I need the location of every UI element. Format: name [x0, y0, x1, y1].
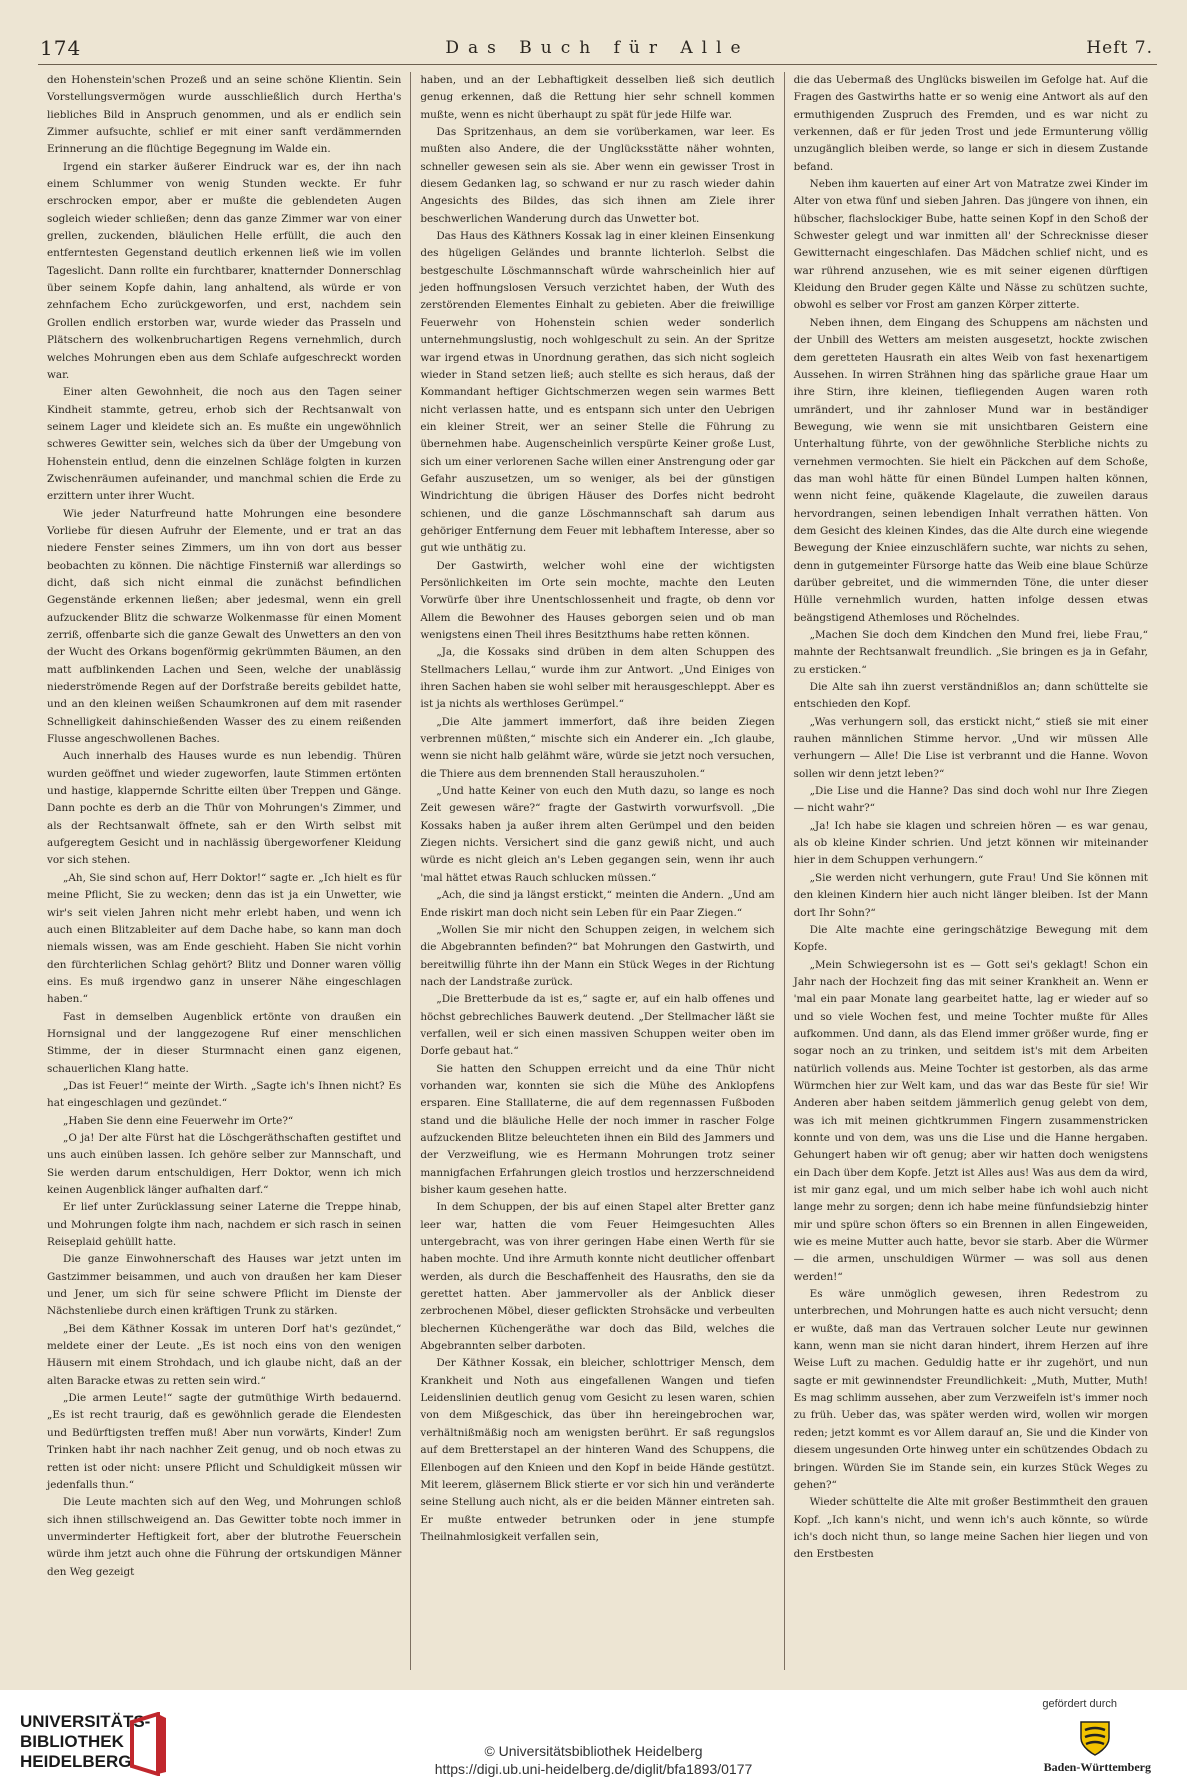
library-name: UNIVERSITÄTS- BIBLIOTHEK HEIDELBERG: [20, 1712, 151, 1771]
paragraph: Die ganze Einwohnerschaft des Hauses war jetzt unten im Gastzimmer beisammen, und auch von draußen her kam Dieser und Jener, um sich für seine schwere Pflicht im Dienste der Nächstenliebe durch einen kräftigen Trunk zu stärken.: [47, 1253, 402, 1318]
paragraph: „Ja, die Kossaks sind drüben in dem alten Schuppen des Stellmachers Lellau,“ wurde ihm zur Antwort. „Und Einiges von ihren Sachen haben sie wohl selber mit herausgeschleppt. Aber es ist ja nichts als werthloses Gerümpel.“: [420, 646, 775, 711]
paragraph: Sie hatten den Schuppen erreicht und da eine Thür nicht vorhanden war, konnten sie sich die Mühe des Anklopfens ersparen. Eine Stalllaterne, die auf dem regennassen Fußboden stand und die bläuliche Helle der noch immer in rascher Folge aufzuckenden Blitze beleuchteten ihnen ein Bild des Jammers und der Verzweiflung, wie es Hermann Mohrungen trotz seiner mannigfachen Erfahrungen gleich trostlos und herzzerschneidend bisher kaum gesehen hatte.: [420, 1062, 775, 1196]
paragraph: „Machen Sie doch dem Kindchen den Mund frei, liebe Frau,“ mahnte der Rechtsanwalt freundlich. „Sie bringen es ja in Gefahr, zu ersticken.“: [793, 629, 1148, 676]
paragraph: „Was verhungern soll, das erstickt nicht,“ stieß sie mit einer rauhen männlichen Stimme hervor. „Und wir müssen Alle verhungern — Alle! Die Lise ist verbrannt und die Hanne. Wovon sollen wir denn jetzt leben?“: [793, 715, 1148, 780]
paragraph: „Mein Schwiegersohn ist es — Gott sei's geklagt! Schon ein Jahr nach der Hochzeit fing das mit seiner Krankheit an. Wenn er 'mal ein paar Monate lang gearbeitet hatte, lag er wieder auf so und so viele Wochen fest, und meine Tochter mußte für Alles aufkommen. Und dann, als das Elend immer größer wurde, fing er sogar noch an zu trinken, und seitdem ist's mit dem Arbeiten natürlich vollends aus. Meine Tochter ist gestorben, als das arme Würmchen hier zur Welt kam, und das war das Beste für sie! Wir Anderen aber haben seitdem jämmerlich genug gelebt von dem, was ich mit meinen gichtkrummen Fingern zusammenstricken konnte und von dem, was uns die Lise und die Hanne hergaben. Gehungert haben wir oft genug; aber wir hatten doch wenigstens ein Dach über dem Kopfe. Jetzt ist Alles aus! Was aus dem da wird, ist mir ganz egal, und um mich selber habe ich wohl auch nicht lange mehr zu sorgen; denn ich habe meine fünfundsiebzig hinter mir und spüre schon öfters so ein Brennen in allen Eingeweiden, wie es meine Mutter auch hatte, bevor sie starb. Aber die Würmer — die armen, unschuldigen Würmer — was soll aus denen werden!“: [793, 958, 1148, 1283]
paragraph: Irgend ein starker äußerer Eindruck war es, der ihn nach einem Schlummer von wenig Stunden weckte. Er fuhr erschrocken empor, aber er mußte die geblendeten Augen sogleich wieder schließen; denn das ganze Zimmer war von einer grellen, zuckenden, bläulichen Helle erfüllt, die auch den entferntesten Gegenstand deutlich erkennen ließ wie im vollen Tageslicht. Dann rollte ein furchtbarer, knatternder Donnerschlag über seinem Kopfe dahin, lang anhaltend, als würde er von zehnfachem Echo zurückgeworfen, und erst, nachdem sein Grollen endlich erstorben war, wurde wieder das Prasseln und Plätschern des wolkenbruchartigen Regens vernehmlich, durch welches Mohrungen eben aus dem Schlafe aufgeschreckt worden war.: [47, 160, 402, 381]
credit-block: [0, 1742, 1187, 1778]
page-header: [38, 34, 1157, 65]
paragraph: „O ja! Der alte Fürst hat die Löschgeräthschaften gestiftet und uns auch einüben lassen. Ich gehöre selber zur Mannschaft, und Sie werden darum entschuldigen, Herr Doktor, wenn ich mich keinen Augenblick länger aufhalten darf.“: [47, 1131, 402, 1196]
paragraph: „Ja! Ich habe sie klagen und schreien hören — es war genau, als ob kleine Kinder schrien. Und jetzt können wir miteinander hier in dem Schuppen verhungern.“: [793, 819, 1148, 867]
paragraph: Er lief unter Zurücklassung seiner Laterne die Treppe hinab, und Mohrungen folgte ihm nach, nachdem er sich rasch in seinen Reiseplaid gehüllt hatte.: [47, 1201, 402, 1249]
paragraph: „Die Alte jammert immerfort, daß ihre beiden Ziegen verbrennen müßten,“ mischte sich ein Anderer ein. „Ich glaube, wenn sie nicht halb gelähmt wäre, würde sie jetzt noch versuchen, die Thiere aus dem brennenden Stall herauszuholen.“: [420, 715, 775, 780]
paragraph: „Und hatte Keiner von euch den Muth dazu, so lange es noch Zeit gewesen wäre?“ fragte der Gastwirth vorwurfsvoll. „Die Kossaks haben ja außer ihrem alten Gerümpel und den beiden Ziegen nichts. Versichert sind die ganz gewiß nicht, und auch würde es nicht gleich an's Leben gegangen sein, wenn ihr auch 'mal hättet etwas Rauch schlucken müssen.“: [420, 785, 775, 884]
copyright-text: © Universitätsbibliothek Heidelberg: [484, 1743, 703, 1759]
funder-name: Baden-Württemberg: [1043, 1760, 1151, 1774]
paragraph: „Ach, die sind ja längst erstickt,“ meinten die Andern. „Und am Ende riskirt man doch nicht sein Leben für ein Paar Ziegen.“: [420, 889, 775, 919]
paragraph: Fast in demselben Augenblick ertönte von draußen ein Hornsignal und der langgezogene Ruf einer menschlichen Stimme, der in dieser Sturmnacht einen ganz eigenen, schauerlichen Klang hatte.: [47, 1010, 402, 1075]
paragraph: „Die armen Leute!“ sagte der gutmüthige Wirth bedauernd. „Es ist recht traurig, daß es gewöhnlich gerade die Elendesten und Bedürftigsten treffen muß! Aber nun vorwärts, Kinder! Zum Trinken habt ihr nach nachher Zeit genug, und ob noch etwas zu retten ist oder nicht: unsere Pflicht und Schuldigkeit müssen wir jedenfalls thun.“: [47, 1392, 402, 1491]
paragraph: „Wollen Sie mir nicht den Schuppen zeigen, in welchem sich die Abgebrannten befinden?“ bat Mohrungen den Gastwirth, und bereitwillig führte ihn der Mann ein Stück Weges in der Richtung nach der Landstraße zurück.: [420, 923, 775, 988]
paragraph: Die Alte machte eine geringschätzige Bewegung mit dem Kopfe.: [793, 923, 1148, 954]
permalink[interactable]: https://digi.ub.uni-heidelberg.de/diglit/bfa1893/0177: [434, 1761, 753, 1777]
page-number: 174: [40, 36, 82, 60]
paragraph: die das Uebermaß des Unglücks bisweilen im Gefolge hat. Auf die Fragen des Gastwirths hatte er so wenig eine Antwort als auf den ermuthigenden Zuspruch des Fremden, und es war nicht zu verkennen, daß er für jeden Trost und jede Ermunterung völlig unzugänglich bleiben werde, so lange er sich in diesem Zustande befand.: [793, 74, 1148, 173]
paragraph: Die Leute machten sich auf den Weg, und Mohrungen schloß sich ihnen stillschweigend an. Das Gewitter tobte noch immer in unverminderter Heftigkeit fort, aber der blutrothe Feuerschein würde ihm jetzt auch ohne die Führung der ortskundigen Männer den Weg gezeigt: [47, 1496, 402, 1578]
paragraph: „Die Lise und die Hanne? Das sind doch wohl nur Ihre Ziegen — nicht wahr?“: [793, 785, 1148, 815]
paragraph: „Sie werden nicht verhungern, gute Frau! Und Sie können mit den kleinen Kindern hier auch nicht länger bleiben. Ist der Mann dort Ihr Sohn?“: [793, 871, 1148, 919]
paragraph: In dem Schuppen, der bis auf einen Stapel alter Bretter ganz leer war, hatten die vom Feuer Heimgesuchten Alles untergebracht, was von ihrer geringen Habe einen Werth für sie haben mochte. Und ihre Armuth konnte nicht deutlicher offenbart werden, als durch die Beschaffenheit des Hausraths, den sie da gerettet hatten. Aber jammervoller als der Anblick dieser zerbrochenen Möbel, dieser geflickten Strohsäcke und verbeulten blechernen Küchengeräthe war doch das Bild, welches die Abgebrannten selber darboten.: [420, 1201, 775, 1353]
paragraph: Wieder schüttelte die Alte mit großer Bestimmtheit den grauen Kopf. „Ich kann's nicht, und wenn ich's auch könnte, so würde ich's doch nicht thun, so lange meine Sachen hier liegen und von den Erstbesten: [793, 1496, 1148, 1561]
paragraph: „Ah, Sie sind schon auf, Herr Doktor!“ sagte er. „Ich hielt es für meine Pflicht, Sie zu wecken; denn das ist ja ein Unwetter, wie wir's seit vielen Jahren nicht mehr erlebt haben, und wenn ich auch einen Blitzableiter auf dem Dache habe, so kann man doch niemals wissen, was am Ende geschieht. Haben Sie nicht vorhin den fürchterlichen Schlag gehört? Blitz und Donner waren völlig eins. Es muß irgendwo ganz in unserer Nähe eingeschlagen haben.“: [47, 871, 402, 1006]
text-column-2: [410, 72, 783, 1670]
paragraph: Auch innerhalb des Hauses wurde es nun lebendig. Thüren wurden geöffnet und wieder zugeworfen, laute Stimmen ertönten und hastige, klappernde Schritte eilten über Treppen und Gänge. Dann pochte es derb an die Thür von Mohrungen's Zimmer, und als der Rechtsanwalt öffnete, sah er den Wirth selbst mit aufgeregtem Gesicht und in nachlässig übergeworfener Kleidung vor sich stehen.: [47, 750, 402, 867]
coat-of-arms-icon: [1075, 1718, 1115, 1758]
paragraph: Einer alten Gewohnheit, die noch aus den Tagen seiner Kindheit stammte, getreu, erhob sich der Rechtsanwalt von seinem Lager und kleidete sich an. Es mußte ein ungewöhnlich schweres Gewitter sein, welches sich da über der Umgebung von Hohenstein entlud, denn die einzelnen Schläge folgten in kurzen Zwischenräumen aufeinander, und manchmal schien die Erde zu erzittern unter ihrer Wucht.: [47, 386, 402, 503]
paragraph: „Das ist Feuer!“ meinte der Wirth. „Sagte ich's Ihnen nicht? Es hat eingeschlagen und gezündet.“: [47, 1079, 402, 1110]
text-columns: [38, 72, 1157, 1670]
paragraph: Der Käthner Kossak, ein bleicher, schlottriger Mensch, dem Krankheit und Noth aus eingefallenen Wangen und tiefen Leidenslinien deutlich genug vom Gesicht zu lesen waren, schien von dem Mißgeschick, das über ihn hereingebrochen war, verhältnißmäßig noch am wenigsten berührt. Er saß regungslos auf dem Bretterstapel an der hinteren Wand des Schuppens, die Ellenbogen auf den Knieen und den Kopf in beide Hände gestützt. Mit leerem, gläsernem Blick stierte er vor sich hin und veränderte seine Stellung auch nicht, als er die beiden Männer eintreten sah. Er mußte entweder betrunken oder in jene stumpfe Theilnahmlosigkeit verfallen sein,: [420, 1357, 775, 1543]
running-title: Das Buch für Alle: [445, 38, 750, 58]
paragraph: Neben ihnen, dem Eingang des Schuppens am nächsten und der Unbill des Wetters am meisten ausgesetzt, hockte zwischen dem geretteten Hausrath ein altes Weib von fast hexenartigem Aussehen. In wirren Strähnen hing das spärliche graue Haar um ihre Stirn, ihre kleinen, tiefliegenden Augen waren roth umrändert, und ihr zahnloser Mund war in beständiger Bewegung, wie wenn sie mit unsichtbaren Geistern eine Unterhaltung führte, von der gewöhnliche Sterbliche nichts zu vernehmen vermochten. Sie hielt ein Päckchen auf dem Schoße, das man wohl hätte für einen Bündel Lumpen halten können, wenn nicht feine, quäkende Klagelaute, die zuweilen daraus hervordrangen, seinen lebendigen Inhalt verrathen hätten. Von dem Gesicht des kleinen Kindes, das die Alte durch eine wiegende Bewegung der Kniee einzuschläfern suchte, war nichts zu sehen, denn in gutgemeinter Fürsorge hatte das Weib eine blaue Schürze darüber gebreitet, und die wimmernden Töne, die unter dieser Hülle vernehmlich wurden, hatten infolge dessen etwas beängstigend Athemloses und Röchelndes.: [793, 316, 1148, 624]
paragraph: „Haben Sie denn eine Feuerwehr im Orte?“: [63, 1114, 294, 1127]
text-column-1: [38, 72, 410, 1670]
paragraph: Wie jeder Naturfreund hatte Mohrungen eine besondere Vorliebe für diesen Aufruhr der Elemente, und er trat an das niedere Fenster seines Zimmers, um ihn von dort aus besser beobachten zu können. Die nächtige Finsterniß war allerdings so dicht, daß sich nicht einmal die zunächst befindlichen Gegenstände erkennen ließen; aber jedesmal, wenn ein grell aufzuckender Blitz die schwarze Wolkenmasse für einen Moment zerriß, offenbarte sich die ganze Gewalt des Unwetters an den von der Wucht des Orkans bogenförmig gekrümmten Bäumen, an den matt aufblinkenden Lachen und Seen, welche der unablässig niederströmende Regen auf der Dorfstraße bereits gebildet hatte, und an den kleinen weißen Schaumkronen auf dem mit rasender Schnelligkeit dahinschießenden Wasser des zu einem reißenden Flusse angeschwollenen Baches.: [47, 507, 402, 746]
funded-by-label: gefördert durch: [1042, 1698, 1117, 1710]
paragraph: den Hohenstein'schen Prozeß und an seine schöne Klientin. Sein Vorstellungsvermögen wurde ausschließlich durch Hertha's liebliches Bild in Anspruch genommen, und als er endlich sein Zimmer aufsuchte, schlief er mit einer sanft verdämmernden Erinnerung an die flüchtige Begegnung im Walde ein.: [47, 74, 402, 156]
paragraph: Das Spritzenhaus, an dem sie vorüberkamen, war leer. Es mußten also Andere, die der Unglücksstätte näher wohnten, schneller gewesen sein als sie. Aber wenn ein gewisser Trost in diesem Gedanken lag, so schwand er nur zu rasch wieder dahin Angesichts des Bildes, das sich ihnen am Ziele ihrer beschwerlichen Wanderung durch das Unwetter bot.: [420, 126, 775, 225]
paragraph: Das Haus des Käthners Kossak lag in einer kleinen Einsenkung des hügeligen Geländes und brannte lichterloh. Selbst die bestgeschulte Löschmannschaft würde wahrscheinlich hier auf jeden hoffnungslosen Versuch verzichtet haben, der Wuth des zerstörenden Elementes Einhalt zu gebieten. Aber die freiwillige Feuerwehr von Hohenstein schien weder sonderlich unternehmungslustig, noch wohlgeschult zu sein. An der Spritze war irgend etwas in Unordnung gerathen, das sich nicht sogleich wieder in Stand setzen ließ; auch stellte es sich heraus, daß der Kommandant heftiger Gichtschmerzen wegen sein warmes Bett nicht verlassen hatte, und es entspann sich unter den Uebrigen ein kleiner Streit, wer an seiner Stelle die Führung zu übernehmen habe. Augenscheinlich verspürte Keiner große Lust, sich um einer verlorenen Sache willen einer Anstrengung oder gar Gefahr auszusetzen, um so weniger, als bei der günstigen Windrichtung die übrigen Häuser des Dorfes nicht bedroht schienen, und die ganze Löschmannschaft sah darum aus gehöriger Entfernung dem Feuer mit lebhaftem Interesse, aber so gut wie unthätig zu.: [420, 230, 775, 555]
paragraph: haben, und an der Lebhaftigkeit desselben ließ sich deutlich genug erkennen, daß die Rettung hier sehr schnell kommen mußte, wenn es nicht überhaupt zu spät für jede Hilfe war.: [420, 74, 775, 121]
paragraph: Es wäre unmöglich gewesen, ihren Redestrom zu unterbrechen, und Mohrungen hatte es auch nicht versucht; denn er wußte, daß man das Vertrauen solcher Leute nur gewinnen kann, wenn man sie nicht daran hindert, ihrem Herzen auf ihre Weise Luft zu machen. Geduldig hatte er ihr zugehört, und nun sagte er mit gewinnendster Freundlichkeit: „Muth, Mutter, Muth! Es mag schlimm aussehen, aber zum Verzweifeln ist's immer noch zu früh. Ueber das, was später werden wird, wollen wir morgen reden; jetzt kommt es vor Allem darauf an, Sie und die Kinder von diesem ungesunden Orte hinweg unter ein schützendes Obdach zu bringen. Würden Sie im Stande sein, ein kurzes Stück Weges zu gehen?“: [793, 1288, 1148, 1491]
paragraph: Neben ihm kauerten auf einer Art von Matratze zwei Kinder im Alter von etwa fünf und sieben Jahren. Das jüngere von ihnen, ein hübscher, flachslockiger Bube, hatte seinen Kopf in den Schoß der Schwester gelegt und war inmitten all' der Schrecknisse dieser Gewitternacht eingeschlafen. Das Mädchen schlief nicht, und es war rührend anzusehen, wie es mit seiner eigenen dürftigen Kleidung den Bruder gegen Kälte und Nässe zu schützen suchte, obwohl es selber vor Frost am ganzen Körper zitterte.: [793, 178, 1148, 312]
issue-label: Heft 7.: [1086, 38, 1153, 58]
text-column-3: [784, 72, 1157, 1670]
paragraph: „Bei dem Käthner Kossak im unteren Dorf hat's gezündet,“ meldete einer der Leute. „Es ist noch eins von den wenigen Häusern mit einem Strohdach, und ich glaube nicht, daß an der alten Baracke etwas zu retten sein wird.“: [47, 1322, 402, 1387]
paragraph: „Die Bretterbude da ist es,“ sagte er, auf ein halb offenes und höchst gebrechliches Bauwerk deutend. „Der Stellmacher läßt sie verfallen, weil er sich einen massiven Schuppen weiter oben im Dorfe gebaut hat.“: [420, 993, 775, 1058]
viewer-footer: [0, 1690, 1187, 1786]
paragraph: Der Gastwirth, welcher wohl eine der wichtigsten Persönlichkeiten im Orte sein mochte, machte den Leuten Vorwürfe über ihre Unentschlossenheit und fragte, ob denn vor Allem die Bewohner des Hauses geborgen seien und ob man wenigstens einen Theil ihres Besitzthums habe retten können.: [420, 559, 775, 641]
paragraph: Die Alte sah ihn zuerst verständnißlos an; dann schüttelte sie entschieden den Kopf.: [793, 681, 1148, 711]
